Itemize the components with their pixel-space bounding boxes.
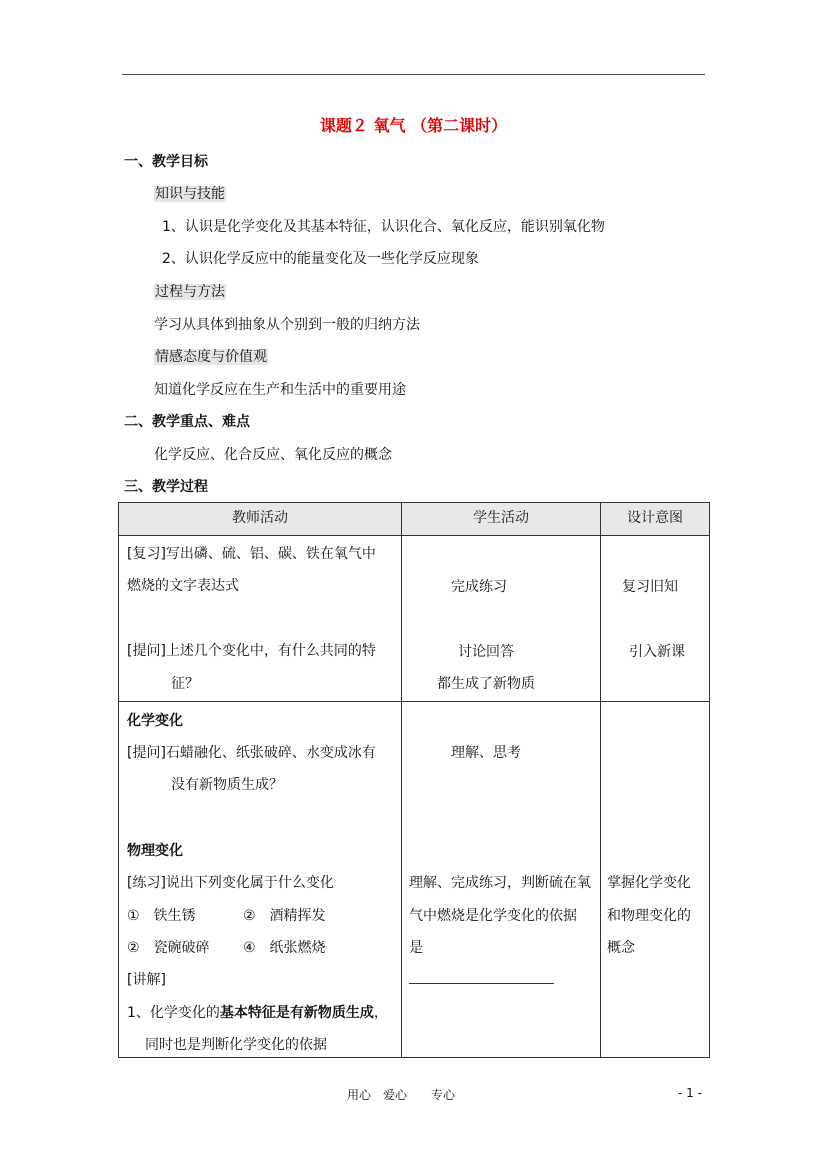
header-teacher: 教师活动 xyxy=(118,502,402,536)
header-student: 学生活动 xyxy=(401,502,601,536)
section-heading-goals: 一、教学目标 xyxy=(124,154,208,170)
row1-teacher-line: [复习]写出磷、硫、铝、碳、铁在氧气中 xyxy=(127,546,376,562)
subheading-attitude xyxy=(154,346,268,366)
lecture-label: [讲解] xyxy=(127,972,166,988)
row2-teacher-cell xyxy=(118,701,402,1058)
subheading-knowledge xyxy=(154,183,226,203)
option-3: ② 瓷碗破碎 xyxy=(127,940,210,956)
row1-teacher-cell xyxy=(118,535,402,702)
subheading-attitude-label: 情感态度与价值观 xyxy=(155,349,267,365)
row1-student-cell xyxy=(401,535,601,702)
subheading-process-label: 过程与方法 xyxy=(155,284,225,300)
row2-design-line: 概念 xyxy=(607,940,635,956)
footer-motto: 用心 爱心 专心 xyxy=(347,1088,456,1102)
lesson-table xyxy=(118,502,710,1057)
lecture-point-1 xyxy=(127,1002,388,1022)
row2-teacher-line: 没有新物质生成？ xyxy=(171,777,283,793)
row1-design-line: 复习旧知 xyxy=(622,579,678,595)
row1-teacher-line: [提问]上述几个变化中，有什么共同的特 xyxy=(127,643,376,659)
row2-student-line: 理解、思考 xyxy=(451,745,521,761)
row2-student-line: 气中燃烧是化学变化的依据 xyxy=(409,908,577,924)
option-1: ① 铁生锈 xyxy=(127,908,196,924)
lecture-point-1-comma: ， xyxy=(373,1005,388,1021)
row2-teacher-line: [提问]石蜡融化、纸张破碎、水变成冰有 xyxy=(127,745,376,761)
page-title: 课题２ 氧气 （第二课时） xyxy=(319,116,508,135)
row2-design-line: 掌握化学变化 xyxy=(607,875,691,891)
heading-chemical-change: 化学变化 xyxy=(127,713,183,729)
row2-exercise: [练习]说出下列变化属于什么变化 xyxy=(127,875,334,891)
row1-teacher-line: 燃烧的文字表达式 xyxy=(127,578,239,594)
subheading-process xyxy=(154,281,226,301)
lecture-point-1-text: 1、化学变化的 xyxy=(127,1005,220,1021)
option-2: ② 酒精挥发 xyxy=(243,908,326,924)
row1-teacher-line: 征？ xyxy=(171,676,199,692)
section-heading-keypoints: 二、教学重点、难点 xyxy=(124,414,250,430)
header-rule xyxy=(122,74,705,75)
row2-design-line: 和物理变化的 xyxy=(607,908,691,924)
heading-physical-change: 物理变化 xyxy=(127,843,183,859)
header-design: 设计意图 xyxy=(600,502,710,536)
section-heading-process: 三、教学过程 xyxy=(124,479,208,495)
row2-student-line: 是 xyxy=(409,940,423,956)
attitude-text: 知道化学反应在生产和生活中的重要用途 xyxy=(154,382,406,398)
row2-student-cell xyxy=(401,701,601,1058)
answer-blank-line xyxy=(409,983,554,984)
subheading-knowledge-label: 知识与技能 xyxy=(155,186,225,202)
row2-student-line: 理解、完成练习，判断硫在氧 xyxy=(409,875,591,891)
row1-student-line: 讨论回答 xyxy=(458,644,514,660)
row2-design-cell xyxy=(600,701,710,1058)
keypoints-text: 化学反应、化合反应、氧化反应的概念 xyxy=(154,447,392,463)
row1-design-line: 引入新课 xyxy=(629,644,685,660)
row1-student-line: 完成练习 xyxy=(451,579,507,595)
row1-student-line: 都生成了新物质 xyxy=(437,676,535,692)
lecture-point-1-emphasis: 基本特征是有新物质生成 xyxy=(219,1005,374,1021)
goal-item-1: 1、认识是化学变化及其基本特征，认识化合、氧化反应，能识别氧化物 xyxy=(162,219,605,235)
option-4: ④ 纸张燃烧 xyxy=(243,940,326,956)
goal-item-2: 2、认识化学反应中的能量变化及一些化学反应现象 xyxy=(162,251,479,267)
row1-design-cell xyxy=(600,535,710,702)
process-text: 学习从具体到抽象从个别到一般的归纳方法 xyxy=(154,317,420,333)
lecture-point-1-cont: 同时也是判断化学变化的依据 xyxy=(145,1037,327,1053)
page-number: - 1 - xyxy=(678,1086,702,1100)
